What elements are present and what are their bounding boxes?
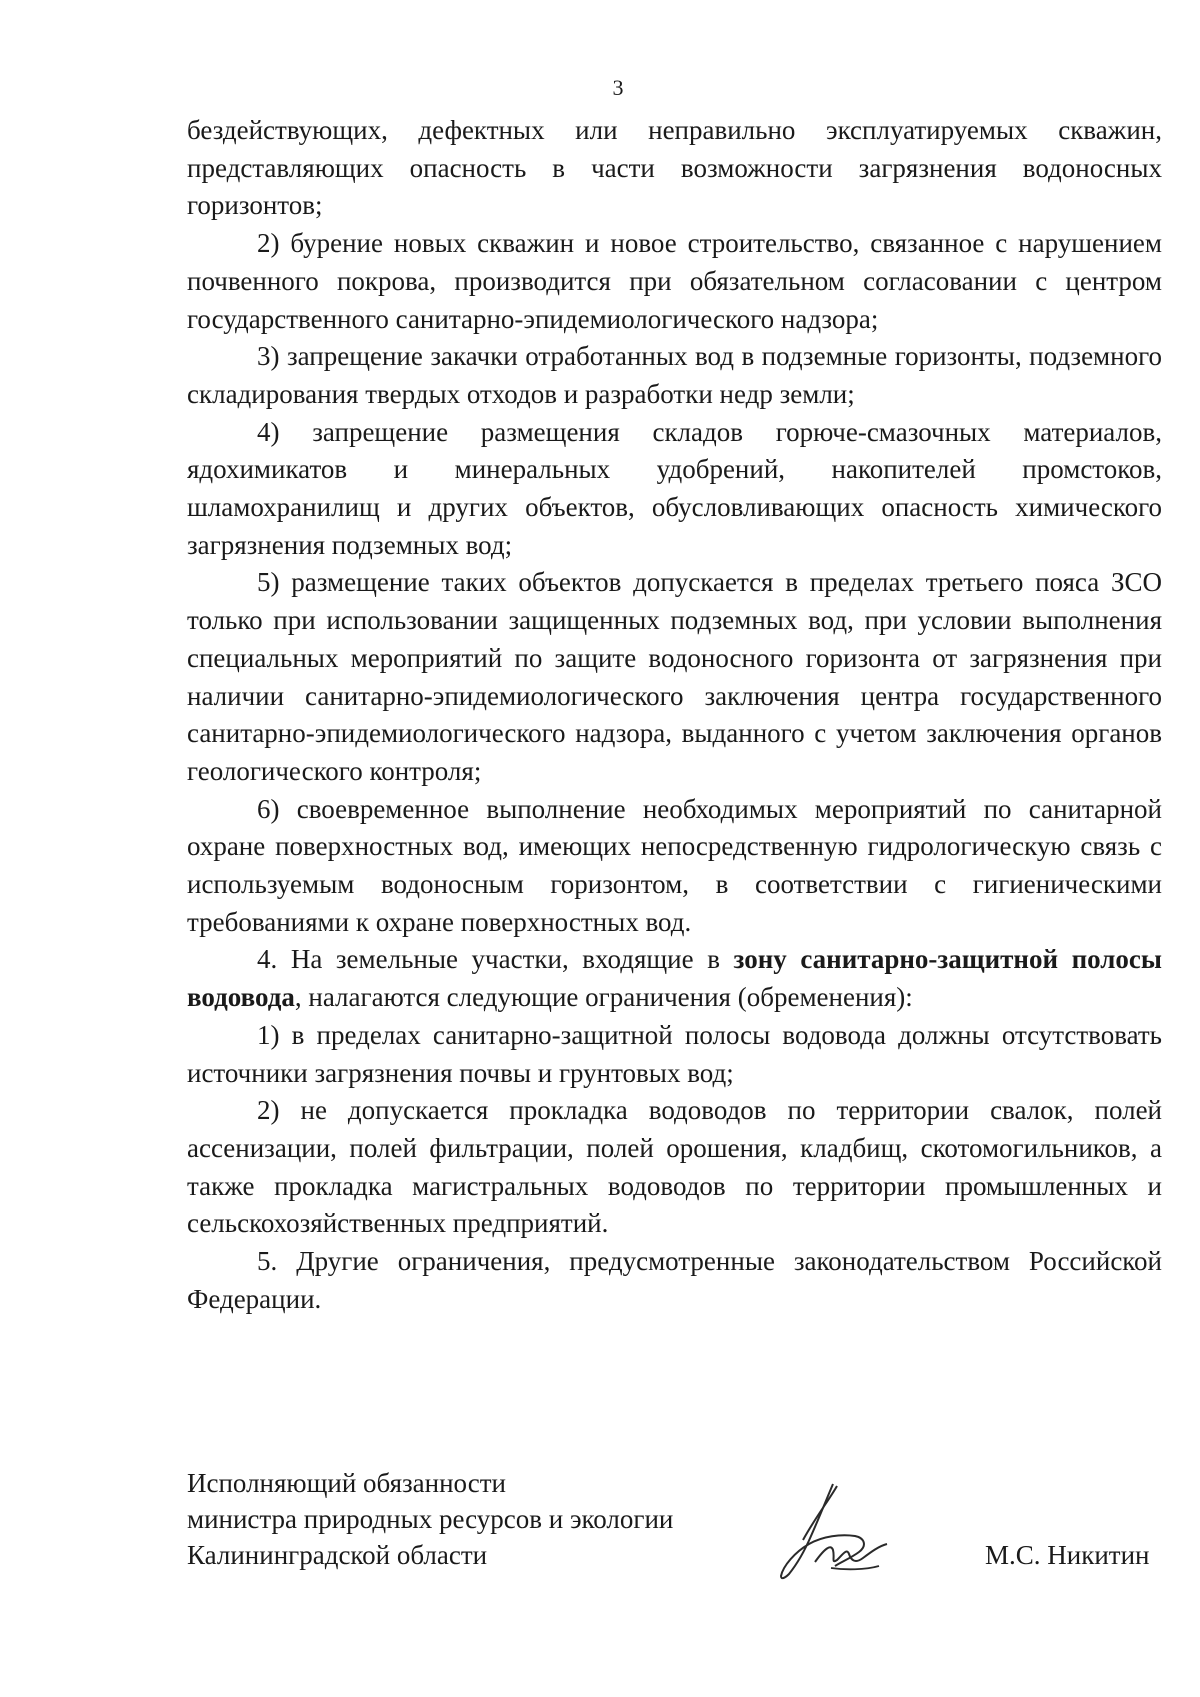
paragraph: 4) запрещение размещения складов горюче-смазочных материалов, ядохимикатов и минеральных удобрений, накопителей промстоков, шламохранилищ и других объектов, обусловливающих опасность химического загрязнения подземных вод; — [187, 416, 1162, 560]
signatory-title-line: Исполняющий обязанности — [187, 1468, 506, 1498]
paragraph: бездействующих, дефектных или неправильно эксплуатируемых скважин, представляющих опасность в части возможности загрязнения водоносных горизонтов; — [187, 115, 1162, 221]
document-body — [187, 112, 1162, 1319]
signer-name: М.С. Никитин — [985, 1540, 1150, 1570]
page-number: 3 — [612, 75, 624, 100]
paragraph: 1) в пределах санитарно-защитной полосы водовода должны отсутствовать источники загрязнения почвы и грунтовых вод; — [187, 1019, 1162, 1088]
paragraph-text: 4. На земельные участки, входящие в — [257, 944, 734, 975]
paragraph: 6) своевременное выполнение необходимых мероприятий по санитарной охране поверхностных вод, имеющих непосредственную гидрологическую связь с используемым водоносным горизонтом, в соответствии с гигиеническими требованиями к охране поверхностных вод. — [187, 793, 1162, 937]
paragraph: 2) бурение новых скважин и новое строительство, связанное с нарушением почвенного покрова, производится при обязательном согласовании с центром государственного санитарно-эпидемиологического надзора; — [187, 228, 1162, 334]
paragraph: 5. Другие ограничения, предусмотренные законодательством Российской Федерации. — [187, 1246, 1162, 1314]
signatory-title-line: министра природных ресурсов и экологии — [187, 1504, 674, 1534]
signatory-title-line: Калининградской области — [187, 1540, 488, 1570]
paragraph-text: , налагаются следующие ограничения (обременения): — [294, 982, 913, 1013]
signatory-title — [187, 1465, 673, 1573]
handwritten-signature — [775, 1478, 895, 1588]
paragraph: 2) не допускается прокладка водоводов по территории свалок, полей ассенизации, полей фильтрации, полей орошения, кладбищ, скотомогильников, а также прокладка магистральных водоводов по территории промышленных и сельскохозяйственных предприятий. — [187, 1095, 1162, 1239]
paragraph: 5) размещение таких объектов допускается в пределах третьего пояса ЗСО только при использовании защищенных подземных вод, при условии выполнения специальных мероприятий по защите водоносного горизонта от загрязнения при наличии санитарно-эпидемиологического заключения центра государственного санитарно-эпидемиологического надзора, выданного с учетом заключения органов геологического контроля; — [187, 567, 1162, 786]
paragraph: 3) запрещение закачки отработанных вод в подземные горизонты, подземного складирования твердых отходов и разработки недр земли; — [187, 341, 1162, 409]
bold-term: зону санитарно-защитной полосы водовода — [187, 944, 1162, 1013]
paragraph-item-4 — [187, 941, 1162, 1016]
